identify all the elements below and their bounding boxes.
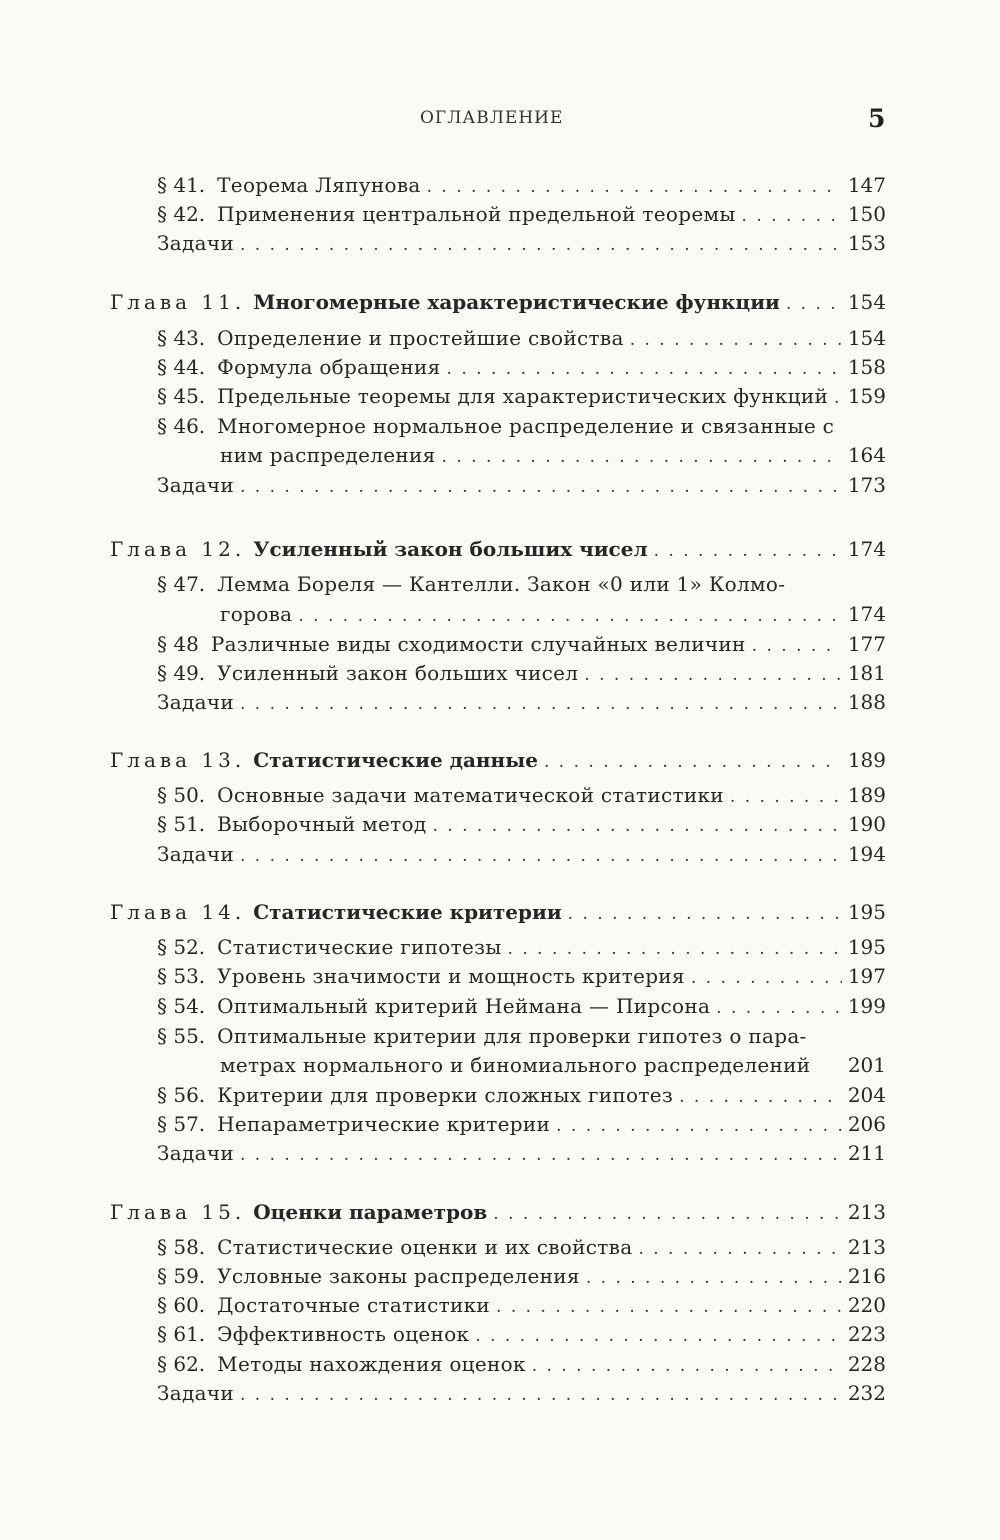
section-number: § 42. <box>157 202 206 226</box>
dot-leader <box>475 1326 842 1346</box>
section-title: Оптимальный критерий Неймана — Пирсона <box>217 994 711 1018</box>
chapter-title: Многомерные характеристические функции <box>253 290 780 314</box>
dot-leader <box>298 606 841 626</box>
toc-chapter-12 <box>110 537 886 567</box>
page-ref: 181 <box>847 661 886 685</box>
dot-leader <box>730 787 842 807</box>
dot-leader <box>584 665 842 685</box>
section-number: § 58. <box>157 1235 206 1259</box>
dot-leader <box>691 968 842 988</box>
dot-leader <box>240 846 842 866</box>
problems-title: Задачи <box>157 1141 234 1165</box>
section-title-continued: горова <box>220 602 293 626</box>
page-ref: 220 <box>847 1293 886 1317</box>
section-number: § 45. <box>157 384 206 408</box>
chapter-title: Оценки параметров <box>253 1200 488 1224</box>
dot-leader <box>654 541 842 561</box>
toc-problems-12 <box>157 690 886 720</box>
section-title: Применения центральной предельной теоремы <box>217 202 736 226</box>
page-ref: 213 <box>847 1235 886 1259</box>
problems-title: Задачи <box>157 231 234 255</box>
page-ref: 189 <box>847 783 886 807</box>
toc-entry-46-line1 <box>157 414 886 444</box>
problems-title: Задачи <box>157 473 234 497</box>
problems-title: Задачи <box>157 842 234 866</box>
page-ref: 197 <box>847 964 886 988</box>
section-number: § 56. <box>157 1083 206 1107</box>
toc-entry-56 <box>157 1083 886 1113</box>
dot-leader <box>442 447 842 467</box>
chapter-title: Статистические критерии <box>253 900 562 924</box>
page-ref: 150 <box>847 202 886 226</box>
dot-leader <box>493 1204 842 1224</box>
chapter-label: Глава 14. <box>110 900 246 924</box>
section-number: § 52. <box>157 935 206 959</box>
section-title: Непараметрические критерии <box>217 1112 551 1136</box>
dot-leader <box>586 1268 842 1288</box>
page-ref: 173 <box>847 473 886 497</box>
dot-leader <box>786 294 842 314</box>
dot-leader <box>240 1145 842 1165</box>
section-title: Лемма Бореля — Кантелли. Закон «0 или 1» Колмо- <box>217 572 786 596</box>
section-number: § 48 <box>157 632 199 656</box>
section-title: Выборочный метод <box>217 812 427 836</box>
page-ref: 190 <box>847 812 886 836</box>
page-ref: 164 <box>847 443 886 467</box>
dot-leader <box>432 816 841 836</box>
problems-title: Задачи <box>157 690 234 714</box>
chapter-label: Глава 15. <box>110 1200 246 1224</box>
toc-problems-15 <box>157 1381 886 1411</box>
dot-leader <box>716 998 842 1018</box>
page-ref: 154 <box>847 326 886 350</box>
dot-leader <box>240 1385 842 1405</box>
page-ref: 206 <box>847 1112 886 1136</box>
section-title: Эффективность оценок <box>217 1322 470 1346</box>
section-title: Определение и простейшие свойства <box>217 326 624 350</box>
dot-leader <box>630 330 842 350</box>
section-title: Многомерное нормальное распределение и связанные с <box>217 414 835 438</box>
page-ref: 147 <box>847 173 886 197</box>
toc-entry-41 <box>157 173 886 203</box>
section-number: § 59. <box>157 1264 206 1288</box>
page-ref: 188 <box>847 690 886 714</box>
toc-entry-47-line2 <box>220 602 886 632</box>
dot-leader <box>508 939 842 959</box>
toc-entry-50 <box>157 783 886 813</box>
toc-entry-55-line2 <box>220 1053 886 1083</box>
page-ref: 174 <box>847 602 886 626</box>
section-number: § 61. <box>157 1322 206 1346</box>
page-ref: 195 <box>847 935 886 959</box>
dot-leader <box>556 1116 842 1136</box>
dot-leader <box>638 1239 841 1259</box>
page-ref: 177 <box>847 632 886 656</box>
section-title: Основные задачи математической статистики <box>217 783 724 807</box>
section-number: § 50. <box>157 783 206 807</box>
section-title: Уровень значимости и мощность критерия <box>217 964 685 988</box>
page-ref: 159 <box>847 384 886 408</box>
section-number: § 62. <box>157 1352 206 1376</box>
toc-entry-52 <box>157 935 886 965</box>
section-title: Оптимальные критерии для проверки гипотез о пара- <box>217 1024 807 1048</box>
section-title: Различные виды сходимости случайных величин <box>210 632 746 656</box>
toc-entry-42 <box>157 202 886 232</box>
toc-problems-11 <box>157 473 886 503</box>
toc-entry-53 <box>157 964 886 994</box>
section-number: § 43. <box>157 326 206 350</box>
section-title: Достаточные статистики <box>217 1293 491 1317</box>
toc-entry-59 <box>157 1264 886 1294</box>
page-ref: 228 <box>847 1352 886 1376</box>
toc-entry-54 <box>157 994 886 1024</box>
page-ref: 201 <box>847 1053 886 1077</box>
chapter-label: Глава 12. <box>110 537 246 561</box>
toc-chapter-14 <box>110 900 886 930</box>
dot-leader <box>240 235 842 255</box>
dot-leader <box>834 388 842 408</box>
section-number: § 51. <box>157 812 206 836</box>
toc-entry-60 <box>157 1293 886 1323</box>
section-number: § 47. <box>157 572 206 596</box>
dot-leader <box>240 694 842 714</box>
toc-chapter-15 <box>110 1200 886 1230</box>
page-ref: 154 <box>847 290 886 314</box>
toc-chapter-13 <box>110 748 886 778</box>
toc-problems-13 <box>157 842 886 872</box>
page-ref: 195 <box>847 900 886 924</box>
toc-entry-58 <box>157 1235 886 1265</box>
section-number: § 53. <box>157 964 206 988</box>
page-ref: 153 <box>847 231 886 255</box>
dot-leader <box>447 359 842 379</box>
dot-leader <box>240 477 842 497</box>
toc-entry-48 <box>157 632 886 662</box>
dot-leader <box>532 1356 842 1376</box>
section-title: Предельные теоремы для характеристических функций <box>217 384 829 408</box>
dot-leader <box>496 1297 842 1317</box>
section-title: Статистические оценки и их свойства <box>217 1235 633 1259</box>
section-number: § 46. <box>157 414 206 438</box>
dot-leader <box>427 177 842 197</box>
toc-entry-51 <box>157 812 886 842</box>
dot-leader <box>544 752 842 772</box>
section-title-continued: метрах нормального и биномиального распределений <box>220 1053 811 1077</box>
page-ref: 213 <box>847 1200 886 1224</box>
section-number: § 57. <box>157 1112 206 1136</box>
toc-entry-44 <box>157 355 886 385</box>
toc-entry-49 <box>157 661 886 691</box>
page-ref: 174 <box>847 537 886 561</box>
section-title: Усиленный закон больших чисел <box>217 661 579 685</box>
dot-leader <box>752 636 842 656</box>
section-number: § 55. <box>157 1024 206 1048</box>
chapter-label: Глава 13. <box>110 748 246 772</box>
section-title-continued: ним распределения <box>220 443 436 467</box>
chapter-title: Усиленный закон больших чисел <box>253 537 648 561</box>
page-header <box>0 104 1000 138</box>
toc-entry-46-line2 <box>220 443 886 473</box>
page-ref: 199 <box>847 994 886 1018</box>
toc-entry-55-line1 <box>157 1024 886 1054</box>
problems-title: Задачи <box>157 1381 234 1405</box>
page-ref: 158 <box>847 355 886 379</box>
section-title: Теорема Ляпунова <box>217 173 421 197</box>
toc-chapter-11 <box>110 290 886 320</box>
section-title: Формула обращения <box>217 355 441 379</box>
section-title: Методы нахождения оценок <box>217 1352 526 1376</box>
page-ref: 232 <box>847 1381 886 1405</box>
section-number: § 54. <box>157 994 206 1018</box>
page-number: 5 <box>868 104 886 133</box>
chapter-title: Статистические данные <box>253 748 538 772</box>
page-ref: 194 <box>847 842 886 866</box>
page-ref: 223 <box>847 1322 886 1346</box>
toc-entry-57 <box>157 1112 886 1142</box>
page-ref: 189 <box>847 748 886 772</box>
section-title: Условные законы распределения <box>217 1264 580 1288</box>
toc-entry-43 <box>157 326 886 356</box>
page-ref: 211 <box>847 1141 886 1165</box>
dot-leader <box>679 1087 842 1107</box>
section-title: Критерии для проверки сложных гипотез <box>217 1083 674 1107</box>
section-title: Статистические гипотезы <box>217 935 502 959</box>
section-number: § 49. <box>157 661 206 685</box>
toc-entry-61 <box>157 1322 886 1352</box>
page-ref: 204 <box>847 1083 886 1107</box>
dot-leader <box>568 904 842 924</box>
toc-problems-10 <box>157 231 886 261</box>
section-number: § 41. <box>157 173 206 197</box>
toc-problems-14 <box>157 1141 886 1171</box>
section-number: § 60. <box>157 1293 206 1317</box>
page-ref: 216 <box>847 1264 886 1288</box>
dot-leader <box>742 206 842 226</box>
running-title: ОГЛАВЛЕНИЕ <box>420 108 564 128</box>
toc-entry-47-line1 <box>157 572 886 602</box>
toc-entry-45 <box>157 384 886 414</box>
section-number: § 44. <box>157 355 206 379</box>
toc-entry-62 <box>157 1352 886 1382</box>
chapter-label: Глава 11. <box>110 290 246 314</box>
